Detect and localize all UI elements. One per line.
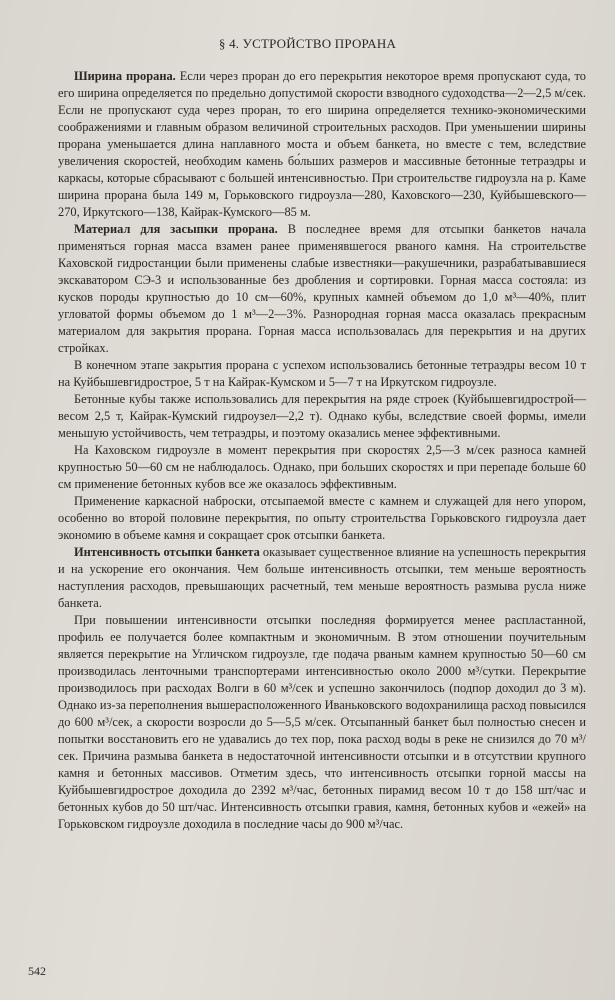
paragraph-lead: Интенсивность отсыпки банкета: [74, 545, 260, 559]
paragraph: [58, 68, 586, 221]
paragraph: [58, 442, 586, 493]
paragraph-text: На Каховском гидроузле в момент перекрытия при скоростях 2,5—3 м/сек разноса камней крупностью 50—60 см не наблюдалось. Однако, при больших скоростях и при перепаде больше 60 см применение бетонных кубов все же оказалось эффективным.: [58, 443, 586, 491]
paragraph: [58, 612, 586, 833]
paragraph-lead: Ширина прорана.: [74, 69, 176, 83]
paragraph: [58, 544, 586, 612]
paragraph-text: Если через проран до его перекрытия некоторое время пропускают суда, то его ширина определяется по предельно допустимой скорости взводного судоходства—2—2,5 м/сек. Если не пропускают суда через проран, то его ширина определяется технико-экономическими соображениями и главным образом величиной строительных расходов. При уменьшении ширины прорана уменьшается длина наплавного моста и объем банкета, но вместе с тем, вследствие увеличения скоростей, необходим камень бо́льших размеров и массивные бетонные тетраэдры и каркасы, которые сбрасывают с большей интенсивностью. При строительстве гидроузла на р. Каме ширина прорана была 149 м, Горьковского гидроузла—280, Каховского—230, Куйбышевского—270, Иркутского—138, Кайрак-Кумского—85 м.: [58, 69, 586, 219]
paragraph-lead: Материал для засыпки прорана.: [74, 222, 278, 236]
page-number: 542: [28, 964, 46, 978]
paragraph-text: Применение каркасной наброски, отсыпаемой вместе с камнем и служащей для него упором, особенно во второй половине перекрытия, по опыту строительства Горьковского гидроузла дает экономию в объеме камня и сокращает срок отсыпки банкета.: [58, 494, 586, 542]
paragraph: [58, 221, 586, 357]
paragraph: [58, 391, 586, 442]
section-heading: § 4. УСТРОЙСТВО ПРОРАНА: [218, 36, 397, 51]
body-text: [58, 68, 586, 833]
paragraph-text: При повышении интенсивности отсыпки последняя формируется менее распластанной, профиль ее получается более компактным и экономичным. В этом отношении поучительным является перекрытие на Угличском гидроузле, где подача рваным камнем крупностью 50—60 см производилась ленточными транспортерами интенсивностью около 2000 м³/сутки. Перекрытие производилось при расходах Волги в 60 м³/сек и успешно закончилось (подпор доходил до 3 м). Однако из-за переполнения вышерасположенного Иваньковского водохранилища расход повысился до 600 м³/сек, а скорости возросли до 5—5,5 м/сек. Отсыпанный банкет был полностью снесен и попытки восстановить его не удавались до тех пор, пока расход воды в реке не снизился до 70 м³/сек. Причина размыва банкета в недостаточной интенсивности отсыпки и в отсутствии крупного камня и бетонных массивов. Отметим здесь, что интенсивность отсыпки горной массы на Куйбышевгидрострое доходила до 2392 м³/час, бетонных пирамид весом 10 т до 158 шт/час и бетонных кубов до 50 шт/час. Интенсивность отсыпки гравия, камня, бетонных кубов и «ежей» на Горьковском гидроузле доходила в последние часы до 900 м³/час.: [58, 613, 586, 831]
paragraph-text: оказывает существенное влияние на успешность перекрытия и на ускорение его окончания. Чем больше интенсивность отсыпки, тем меньше вероятность наступления расходов, превышающих расчетный, тем меньше вероятность размыва русла ниже банкета.: [58, 545, 587, 610]
paragraph-text: В последнее время для отсыпки банкетов начала применяться горная масса взамен ранее применявшегося рваного камня. На строительстве Каховской гидростанции были применены слабые известняки—ракушечники, разрабатывавшиеся экскаватором СЭ-3 и использованные без дробления и сортировки. Горная масса состояла: из кусков породы крупностью до 10 см—60%, крупных камней объемом до 1,0 м³—40%, плит угловатой формы объемом до 1 м³—2—3%. Разнородная горная масса оказалась прекрасным материалом для закрытия прорана. Горная масса использовалась для перекрытия и на других стройках.: [58, 222, 586, 355]
paragraph: [58, 493, 586, 544]
paragraph-text: В конечном этапе закрытия прорана с успехом использовались бетонные тетраэдры весом 10 т на Куйбышевгидрострое, 5 т на Кайрак-Кумском и 5—7 т на Иркутском гидроузле.: [58, 358, 586, 389]
paragraph-text: Бетонные кубы также использовались для перекрытия на ряде строек (Куйбышевгидрострой—весом 2,5 т, Кайрак-Кумский гидроузел—2,2 т). Однако кубы, вследствие своей формы, имели меньшую устойчивость, чем тетраэдры, и поэтому оказались менее эффективными.: [58, 392, 586, 440]
paragraph: [58, 357, 586, 391]
